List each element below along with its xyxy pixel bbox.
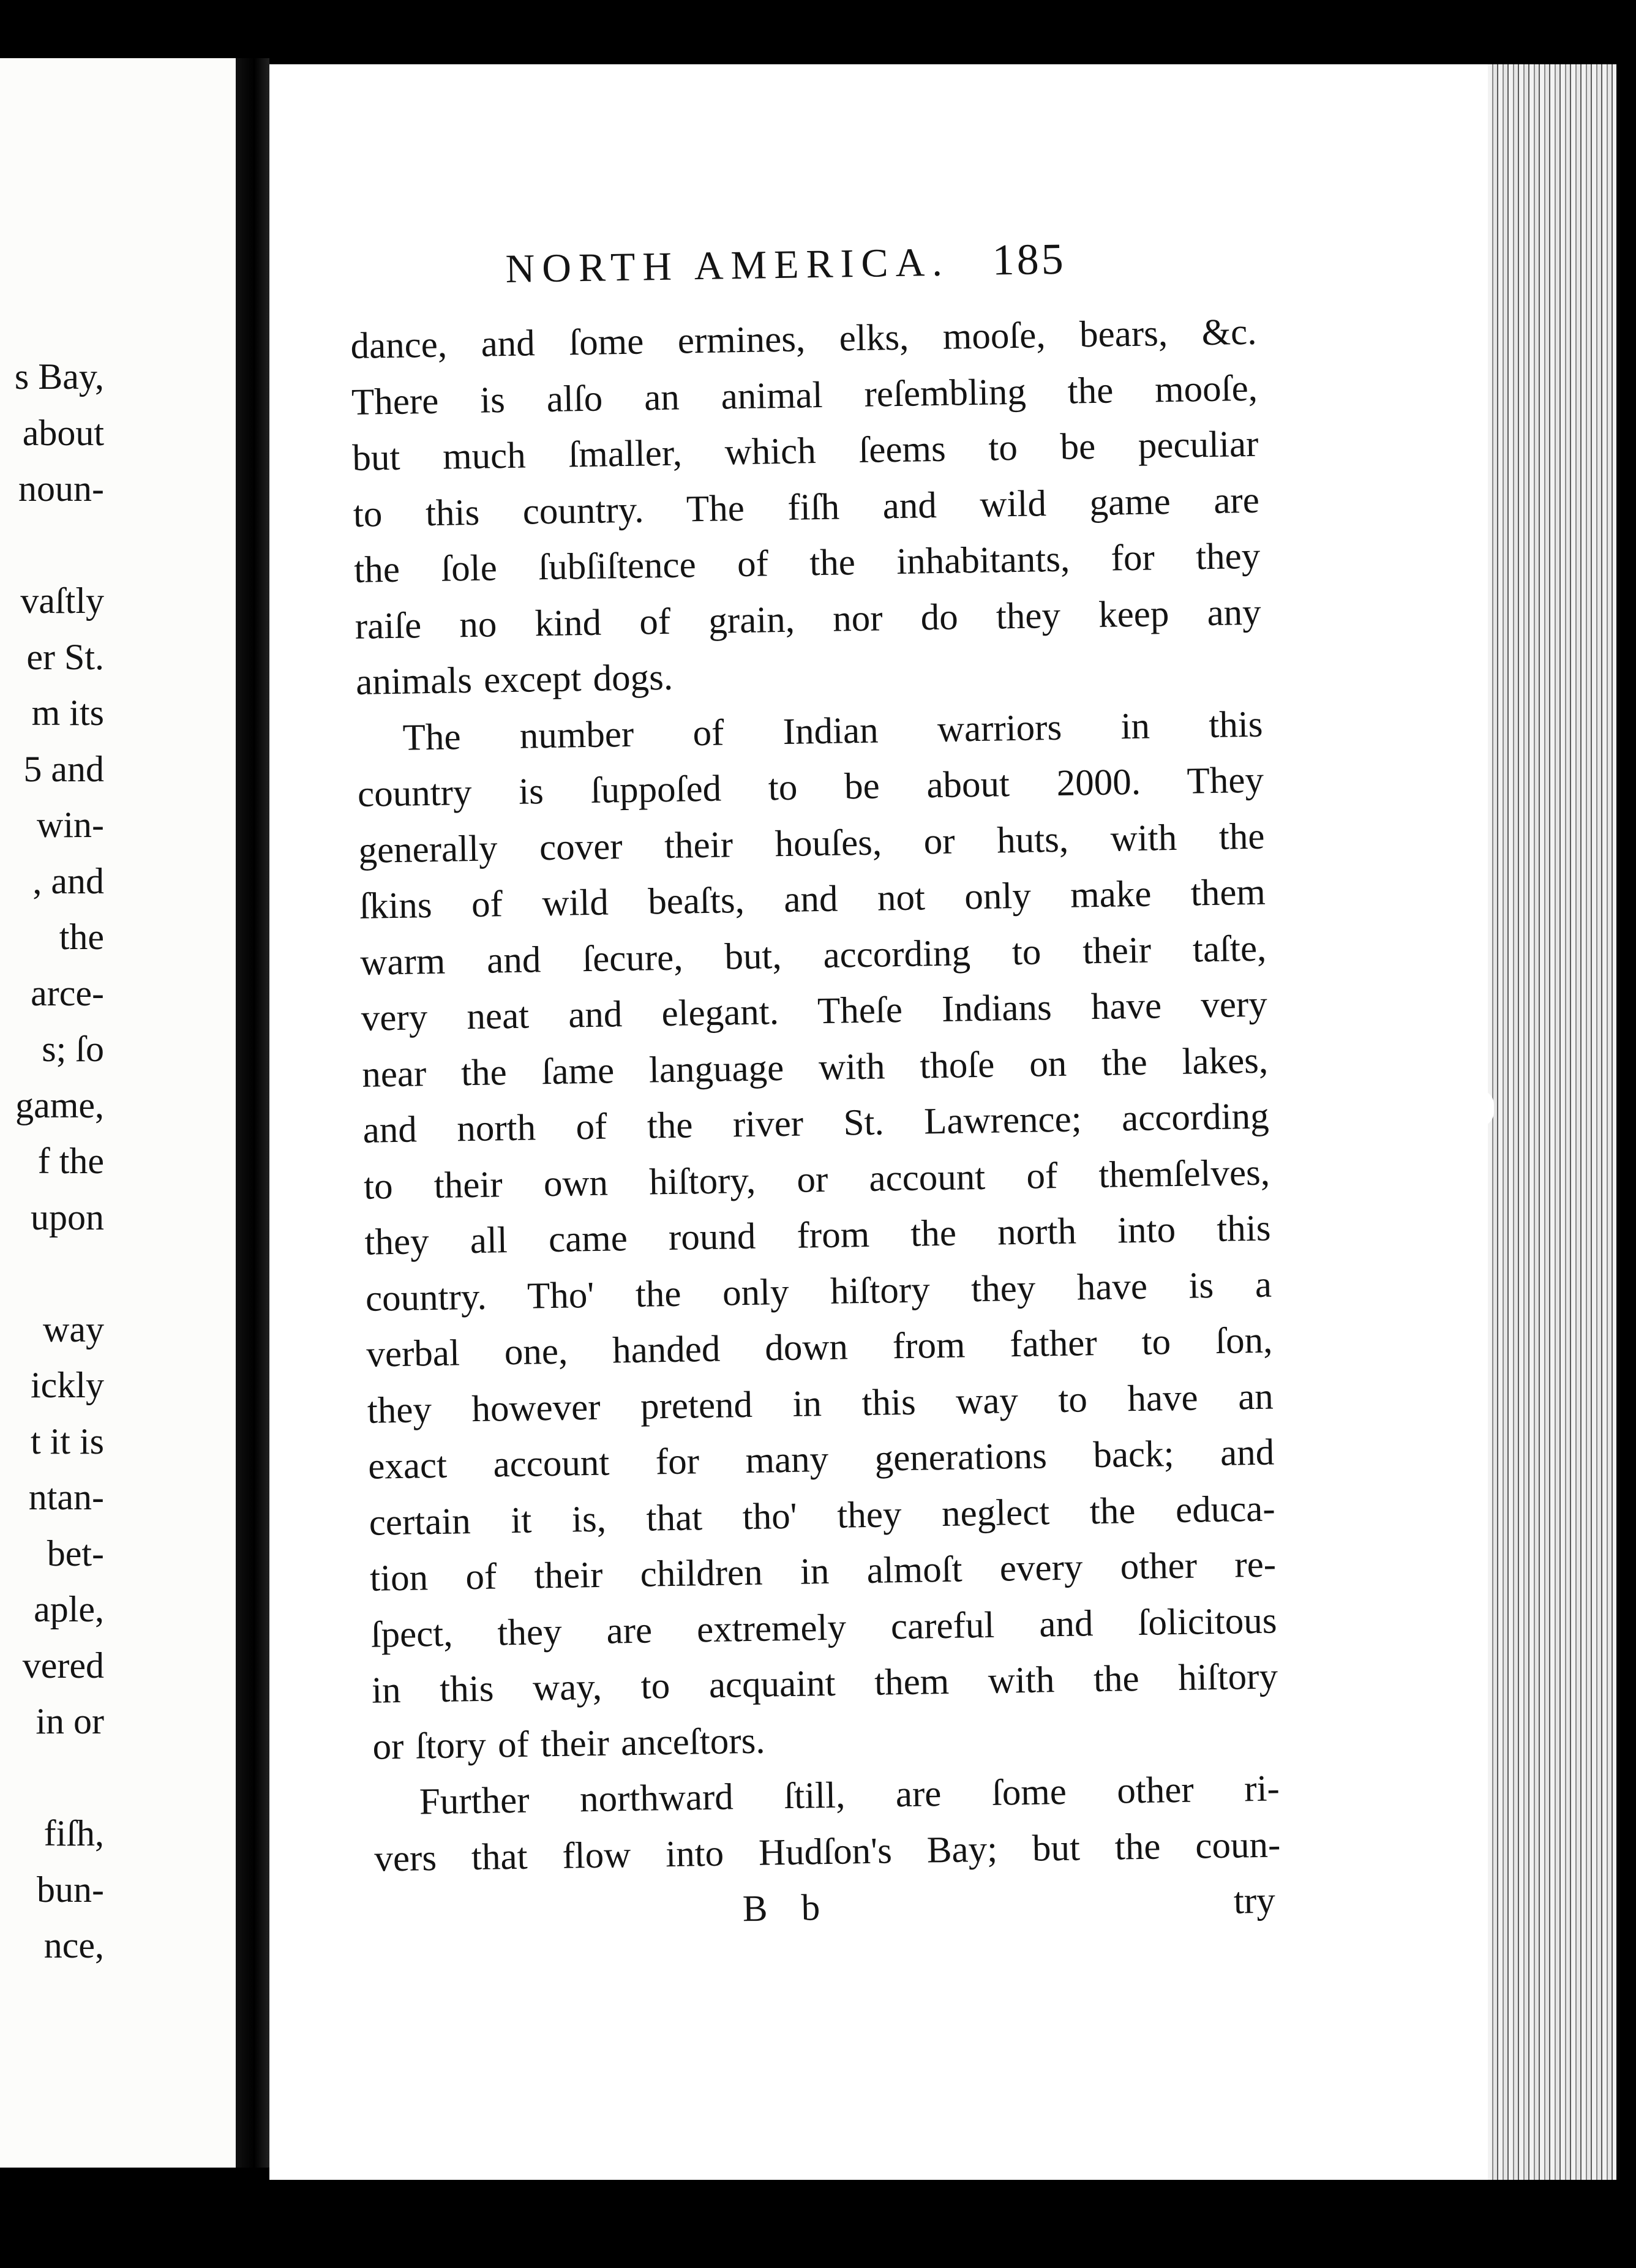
text-line: exact account for many generations back; and	[367, 1432, 1275, 1487]
facing-page-line: the	[59, 917, 104, 957]
book-gutter	[236, 58, 269, 2168]
facing-page-line: win-	[37, 805, 104, 845]
paragraph	[373, 1760, 1281, 1887]
text-line: warm and ſecure, but, according to their taſte,	[359, 928, 1267, 983]
signature-mark: B b	[742, 1887, 833, 1930]
facing-page-line: upon	[31, 1196, 104, 1237]
text-line: and north of the river St. Lawrence; according	[362, 1095, 1270, 1151]
facing-page-line	[15, 1750, 104, 1806]
facing-page-line: noun-	[18, 468, 104, 509]
text-line: dance, and ſome ermines, elks, mooſe, bears, &c.	[350, 311, 1257, 367]
facing-page-line: s; ſo	[42, 1029, 104, 1069]
facing-page-line: bun-	[37, 1869, 104, 1910]
facing-page-line: bet-	[47, 1533, 104, 1574]
paragraph	[356, 696, 1279, 1775]
facing-page-line: about	[22, 412, 104, 453]
text-line: certain it is, that tho' they neglect the educa-	[369, 1487, 1276, 1544]
facing-page-line: er St.	[26, 636, 104, 677]
text-line: Further northward ſtill, are ſome other ri-	[419, 1768, 1280, 1823]
catchword: try	[1233, 1880, 1276, 1922]
text-line: very neat and elegant. Theſe Indians have very	[361, 983, 1268, 1039]
text-line: The number of Indian warriors in this	[402, 704, 1264, 759]
text-line: animals except dogs.	[355, 656, 674, 703]
facing-page-line: vaſtly	[20, 580, 104, 621]
facing-page-line: m its	[31, 693, 104, 733]
text-line: There is alſo an animal reſembling the mooſe,	[351, 367, 1258, 423]
text-line: they however pretend in this way to have an	[367, 1376, 1274, 1432]
text-line: ſpect, they are extremely careful and ſolicitous	[370, 1599, 1277, 1656]
facing-page-line: aple,	[34, 1589, 104, 1629]
facing-page-line: s Bay,	[14, 356, 104, 397]
facing-page-line: arce-	[31, 972, 104, 1013]
facing-page-line: in or	[36, 1701, 104, 1741]
facing-page-line: ntan-	[28, 1477, 104, 1517]
running-title: NORTH AMERICA.	[505, 239, 950, 291]
text-line: country. Tho' the only hiſtory they have is a	[365, 1264, 1272, 1320]
text-line: the ſole ſubſiſtence of the inhabitants, for they	[353, 535, 1261, 591]
facing-page-line: game,	[15, 1084, 104, 1125]
text-line: in this way, to acquaint them with the hiſtory	[371, 1656, 1278, 1711]
page-number: 185	[991, 234, 1067, 285]
facing-page-line	[15, 1245, 104, 1302]
page-text-block	[349, 231, 1281, 1943]
facing-page-line: way	[43, 1309, 104, 1350]
text-line: but much ſmaller, which ſeems to be peculiar	[351, 423, 1259, 479]
text-line: verbal one, handed down from father to ſon,	[366, 1320, 1273, 1375]
facing-page-line: f the	[37, 1141, 104, 1181]
facing-page-fragment	[0, 58, 236, 2168]
facing-page-line: 5 and	[23, 748, 104, 789]
facing-page-line: vered	[22, 1645, 104, 1686]
text-line: near the ſame language with thoſe on the lakes,	[361, 1040, 1269, 1095]
running-head	[505, 231, 1256, 316]
text-line: or ſtory of their anceſtors.	[372, 1720, 766, 1768]
text-line: generally cover their houſes, or huts, with the	[358, 816, 1265, 871]
facing-page-text	[15, 349, 104, 1974]
text-line: they all came round from the north into this	[364, 1207, 1271, 1263]
text-line: to their own hiſtory, or account of themſelves,	[363, 1152, 1270, 1207]
facing-page-line: t it is	[30, 1421, 104, 1462]
facing-page-line: ickly	[31, 1365, 104, 1405]
facing-page-line: fiſh,	[43, 1813, 104, 1853]
facing-page-line: nce,	[43, 1925, 104, 1966]
text-line: country is ſuppoſed to be about 2000. They	[357, 759, 1264, 815]
facing-page-line: , and	[32, 860, 104, 901]
text-line: raiſe no kind of grain, nor do they keep any	[355, 591, 1262, 647]
paragraph	[350, 304, 1263, 711]
text-line: vers that flow into Hudſon's Bay; but the coun-	[373, 1823, 1281, 1880]
facing-page-line	[15, 517, 104, 574]
page-edges	[1488, 64, 1616, 2180]
text-line: tion of their children in almoſt every other re-	[369, 1544, 1277, 1599]
body-text	[350, 304, 1281, 1887]
page-tab-mark	[1457, 1090, 1494, 1127]
text-line: ſkins of wild beaſts, and not only make them	[359, 871, 1266, 927]
text-line: to this country. The fiſh and wild game are	[353, 479, 1260, 535]
